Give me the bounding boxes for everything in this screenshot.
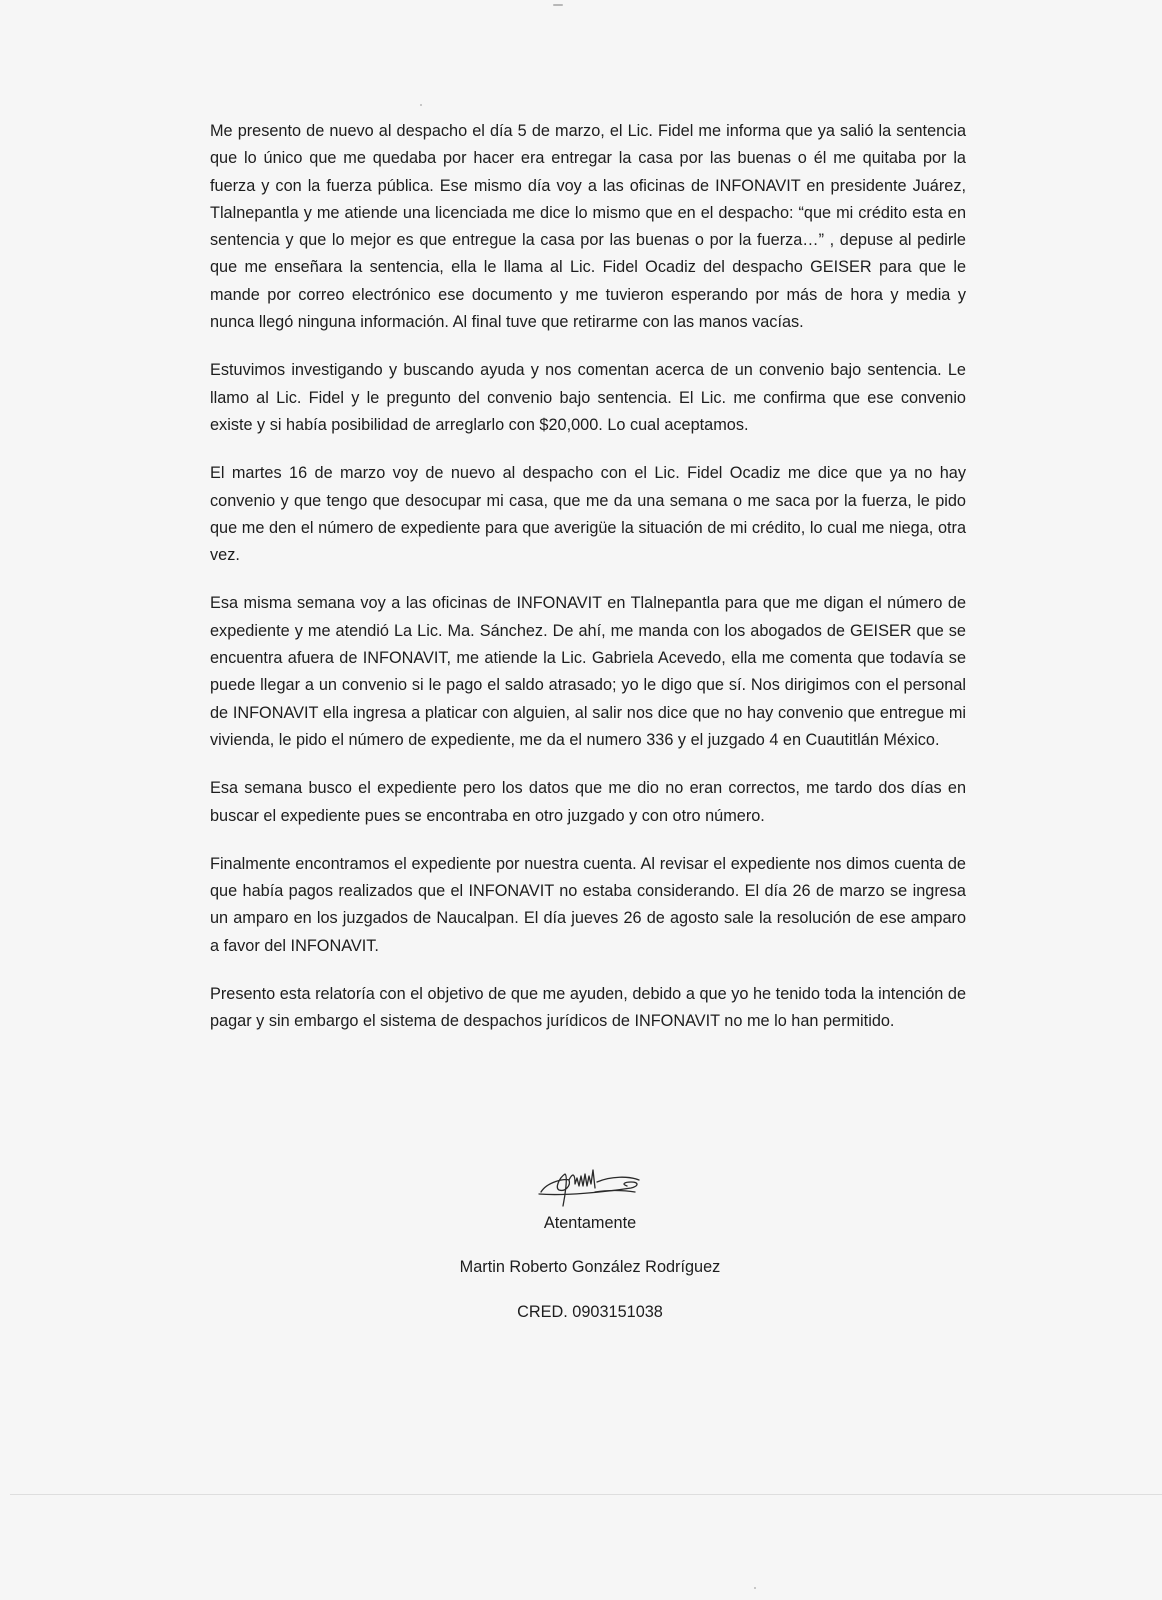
paragraph-1: Me presento de nuevo al despacho el día 5 de marzo, el Lic. Fidel me informa que ya salió la sentencia que lo único que me quedaba por hacer era entregar la casa por las buenas o él me quitaba por la fuerza y con la fuerza pública. Ese mismo día voy a las oficinas de INFONAVIT en presidente Juárez, Tlalnepantla y me atiende una licenciada me dice lo mismo que en el despacho: “que mi crédito esta en sentencia y que lo mejor es que entregue la casa por las buenas o por la fuerza…” , depuse al pedirle que me enseñara la sentencia, ella le llama al Lic. Fidel Ocadiz del despacho GEISER para que le mande por correo electrónico ese documento y me tuvieron esperando por más de hora y media y nunca llegó ninguna información. Al final tuve que retirarme con las manos vacías. bbox=[210, 122, 966, 332]
scan-speck bbox=[553, 4, 563, 6]
signature-block bbox=[430, 1162, 750, 1323]
paragraph-7: Presento esta relatoría con el objetivo de que me ayuden, debido a que yo he tenido toda la intención de pagar y sin embargo el sistema de despachos jurídicos de INFONAVIT no me lo han permitido. bbox=[210, 985, 966, 1031]
scan-edge bbox=[10, 1494, 1162, 1495]
paragraph-6: Finalmente encontramos el expediente por nuestra cuenta. Al revisar el expediente nos dimos cuenta de que había pagos realizados que el INFONAVIT no estaba considerando. El día 26 de marzo se ingresa un amparo en los juzgados de Naucalpan. El día jueves 26 de agosto sale la resolución de ese amparo a favor del INFONAVIT. bbox=[210, 854, 966, 955]
signer-name: Martin Roberto González Rodríguez bbox=[459, 1258, 721, 1276]
letter-body bbox=[210, 118, 966, 1036]
handwritten-signature bbox=[535, 1162, 645, 1210]
credential-number: CRED. 0903151038 bbox=[517, 1303, 663, 1321]
closing-salutation: Atentamente bbox=[543, 1214, 637, 1232]
scan-speck bbox=[754, 1587, 756, 1589]
paragraph-5: Esa semana busco el expediente pero los datos que me dio no eran correctos, me tardo dos días en buscar el expediente pues se encontraba en otro juzgado y con otro número. bbox=[210, 779, 966, 825]
scan-speck bbox=[420, 104, 422, 106]
paragraph-2: Estuvimos investigando y buscando ayuda y nos comentan acerca de un convenio bajo sentencia. Le llamo al Lic. Fidel y le pregunto del convenio bajo sentencia. El Lic. me confirma que ese convenio existe y si había posibilidad de arreglarlo con $20,000. Lo cual aceptamos. bbox=[210, 361, 966, 434]
paragraph-4: Esa misma semana voy a las oficinas de INFONAVIT en Tlalnepantla para que me digan el número de expediente y me atendió La Lic. Ma. Sánchez. De ahí, me manda con los abogados de GEISER que se encuentra afuera de INFONAVIT, me atiende la Lic. Gabriela Acevedo, ella me comenta que todavía se puede llegar a un convenio si le pago el saldo atrasado; yo le digo que sí. Nos dirigimos con el personal de INFONAVIT ella ingresa a platicar con alguien, al salir nos dice que no hay convenio que entregue mi vivienda, le pido el número de expediente, me da el numero 336 y el juzgado 4 en Cuautitlán México. bbox=[210, 594, 966, 749]
paragraph-3: El martes 16 de marzo voy de nuevo al despacho con el Lic. Fidel Ocadiz me dice que ya no hay convenio y que tengo que desocupar mi casa, que me da una semana o me saca por la fuerza, le pido que me den el número de expediente para que averigüe la situación de mi crédito, lo cual me niega, otra vez. bbox=[210, 464, 966, 565]
